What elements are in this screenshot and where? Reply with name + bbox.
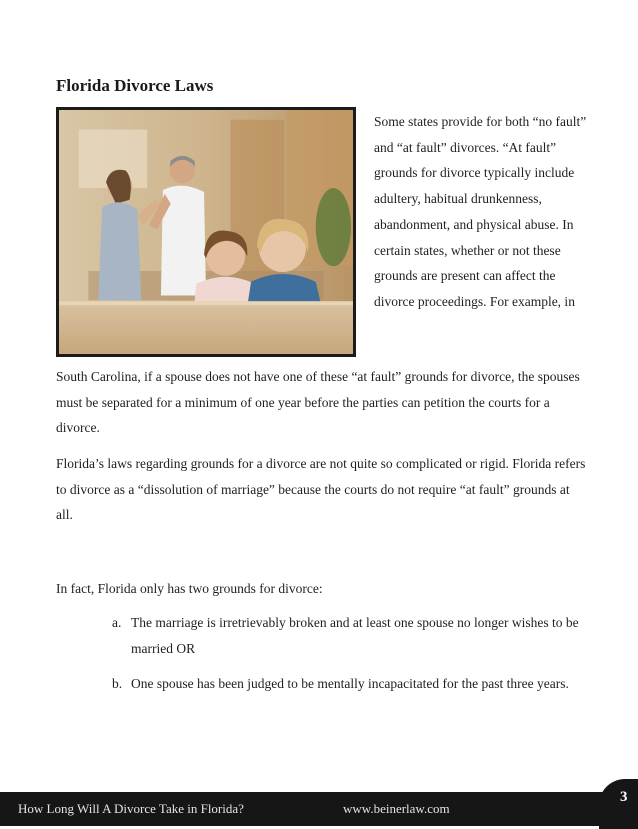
photo-illustration (59, 110, 353, 354)
list-item (112, 671, 588, 697)
grounds-list (112, 610, 588, 707)
list-marker: b. (112, 676, 123, 692)
page-number-tab (599, 779, 638, 829)
footer-website-url: www.beinerlaw.com (343, 801, 450, 816)
grounds-intro-paragraph: In fact, Florida only has two grounds for divorce: (56, 581, 323, 596)
page-number: 3 (620, 789, 628, 805)
family-argument-photo (56, 107, 356, 357)
intro-side-text: Some states provide for both “no fault” and “at fault” divorces. “At fault” grounds for divorce typically include adultery, habitual drunkenness, abandonment, and physical abuse. In certain states, whether or not these grounds are present can affect the divorce proceedings. For example, in (374, 114, 587, 309)
footer-bar (0, 792, 638, 826)
list-item-text: The marriage is irretrievably broken and at least one spouse no longer wishes to be married OR (131, 615, 579, 656)
florida-grounds-paragraph: Florida’s laws regarding grounds for a divorce are not quite so complicated or rigid. Florida refers to divorce as a “dissolution of marriage” because the courts do not require “at fault” grounds at all. (56, 456, 586, 523)
page-title: Florida Divorce Laws (56, 76, 214, 95)
list-item-text: One spouse has been judged to be mentally incapacitated for the past three years. (131, 676, 569, 692)
intro-continued-paragraph: South Carolina, if a spouse does not have one of these “at fault” grounds for divorce, the spouses must be separated for a minimum of one year before the parties can petition the courts for a divorce. (56, 369, 580, 436)
footer-document-title: How Long Will A Divorce Take in Florida? (18, 801, 244, 816)
list-marker: a. (112, 615, 122, 630)
list-item (112, 610, 588, 661)
